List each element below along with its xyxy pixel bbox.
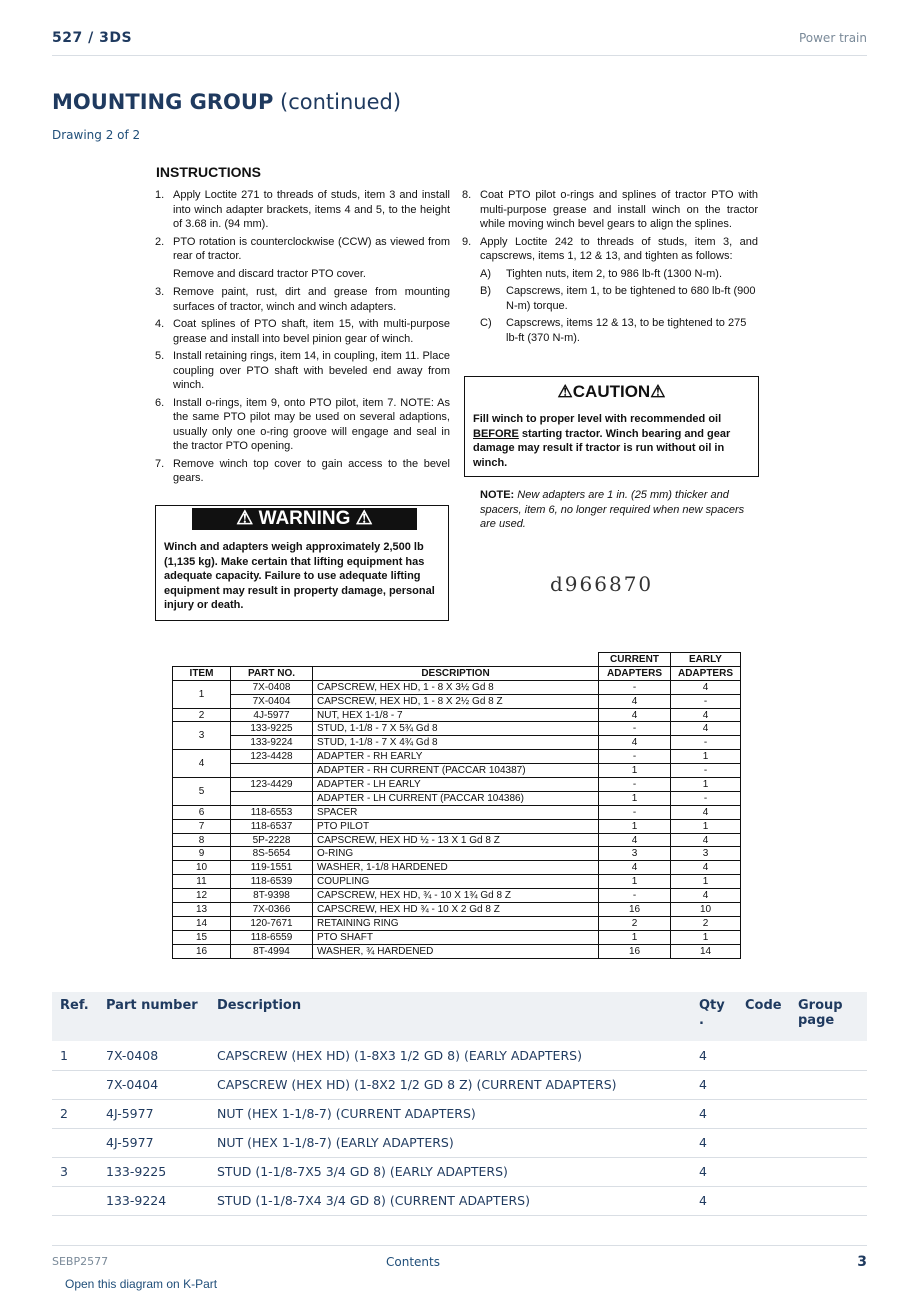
group-page-cell [790, 1157, 867, 1186]
scan-table-row [173, 916, 741, 930]
col-qty [691, 992, 737, 1041]
scan-current-cell: 4 [599, 694, 671, 708]
header-early: EARLY [671, 653, 741, 667]
instruction-subtext: Capscrews, items 12 & 13, to be tightened to 275 lb-ft (370 N-m). [506, 317, 747, 344]
group-page-cell [790, 1070, 867, 1099]
scan-current-cell: - [599, 680, 671, 694]
scan-desc-cell: RETAINING RING [313, 916, 599, 930]
header-description: DESCRIPTION [313, 666, 599, 680]
scan-item-cell: 7 [173, 819, 231, 833]
table-row [52, 1070, 867, 1099]
scan-desc-cell: PTO PILOT [313, 819, 599, 833]
part-number-cell[interactable]: 7X-0404 [98, 1070, 209, 1099]
scan-item-cell: 11 [173, 875, 231, 889]
scan-desc-cell: ADAPTER - RH CURRENT (PACCAR 104387) [313, 764, 599, 778]
scan-table-row [173, 764, 741, 778]
scan-part-cell: 123-4428 [231, 750, 313, 764]
col-page-label: page [798, 1013, 835, 1028]
instruction-number: 2. [155, 235, 165, 248]
model-label: 527 / 3DS [52, 30, 133, 46]
scan-table-row [173, 903, 741, 917]
instruction-item [155, 349, 450, 393]
group-page-cell [790, 1041, 867, 1070]
instruction-item [462, 188, 758, 232]
scan-early-cell: 3 [671, 847, 741, 861]
instruction-subitem [480, 267, 758, 282]
scan-early-cell: 1 [671, 819, 741, 833]
code-cell [737, 1186, 790, 1215]
scan-part-cell: 120-7671 [231, 916, 313, 930]
scan-item-cell: 16 [173, 944, 231, 958]
scan-early-cell: 4 [671, 680, 741, 694]
table-row [52, 1157, 867, 1186]
instruction-item [155, 317, 450, 346]
scan-item-cell: 5 [173, 778, 231, 806]
scan-part-cell: 118-6553 [231, 805, 313, 819]
scan-part-cell: 118-6539 [231, 875, 313, 889]
scan-early-cell: 1 [671, 778, 741, 792]
qty-cell: 4 [691, 1099, 737, 1128]
instruction-subletter: C) [480, 317, 492, 329]
instruction-item [462, 235, 758, 264]
scan-item-cell: 10 [173, 861, 231, 875]
scan-current-cell: 4 [599, 861, 671, 875]
contents-link[interactable]: Contents [386, 1255, 440, 1269]
scan-table-row [173, 875, 741, 889]
scan-table-row [173, 722, 741, 736]
ref-cell [52, 1186, 98, 1215]
scan-desc-cell: PTO SHAFT [313, 930, 599, 944]
scan-current-cell: - [599, 778, 671, 792]
scan-current-cell: 2 [599, 916, 671, 930]
instruction-text: Apply Loctite 242 to threads of studs, item 3, and capscrews, items 1, 12 & 13, and tighten as follows: [480, 235, 758, 262]
instruction-item [155, 457, 450, 486]
scan-table-row [173, 778, 741, 792]
header-item: ITEM [173, 666, 231, 680]
scan-part-cell: 8T-4994 [231, 944, 313, 958]
scan-early-cell: 2 [671, 916, 741, 930]
scan-table-row [173, 708, 741, 722]
scan-item-cell: 9 [173, 847, 231, 861]
part-number-cell[interactable]: 133-9225 [98, 1157, 209, 1186]
col-part-number: Part number [98, 992, 209, 1041]
header-part-no: PART NO. [231, 666, 313, 680]
instruction-subtext: Capscrews, item 1, to be tightened to 680 lb-ft (900 N-m) torque. [506, 285, 756, 312]
instructions-left-column [155, 188, 450, 489]
page-number: 3 [857, 1254, 867, 1270]
instruction-subitem [480, 316, 758, 345]
scan-table-row [173, 805, 741, 819]
scan-part-cell: 118-6537 [231, 819, 313, 833]
page-footer [52, 1245, 867, 1275]
col-code: Code [737, 992, 790, 1041]
col-qty-label: Qty [699, 998, 725, 1013]
warning-banner: ⚠ WARNING ⚠ [192, 508, 417, 530]
scan-desc-cell: CAPSCREW, HEX HD, 1 - 8 X 2½ Gd 8 Z [313, 694, 599, 708]
description-cell: NUT (HEX 1-1/8-7) (EARLY ADAPTERS) [209, 1128, 691, 1157]
scan-part-cell: 123-4429 [231, 778, 313, 792]
scan-desc-cell: CAPSCREW, HEX HD, 1 - 8 X 3½ Gd 8 [313, 680, 599, 694]
qty-cell: 4 [691, 1157, 737, 1186]
code-cell [737, 1041, 790, 1070]
instruction-item [155, 396, 450, 454]
scan-current-cell: - [599, 889, 671, 903]
scan-part-cell: 118-6559 [231, 930, 313, 944]
scan-part-cell: 133-9224 [231, 736, 313, 750]
col-qty-dot: . [699, 1013, 704, 1028]
scan-desc-cell: CAPSCREW, HEX HD ½ - 13 X 1 Gd 8 Z [313, 833, 599, 847]
scan-table-row [173, 680, 741, 694]
scan-current-cell: - [599, 722, 671, 736]
instruction-item [155, 285, 450, 314]
scan-item-cell: 1 [173, 680, 231, 708]
scan-desc-cell: COUPLING [313, 875, 599, 889]
table-row [52, 1099, 867, 1128]
table-row [52, 1186, 867, 1215]
instruction-subletter: B) [480, 285, 491, 297]
instruction-text: PTO rotation is counterclockwise (CCW) as viewed from rear of tractor. [173, 235, 450, 262]
scan-early-cell: 4 [671, 833, 741, 847]
ref-cell: 3 [52, 1157, 98, 1186]
scan-item-cell: 2 [173, 708, 231, 722]
qty-cell: 4 [691, 1186, 737, 1215]
instructions-title: INSTRUCTIONS [156, 164, 261, 180]
drawing-stamp: d966870 [550, 572, 654, 596]
scan-item-cell: 6 [173, 805, 231, 819]
scan-table-row [173, 847, 741, 861]
header-current-adapters: ADAPTERS [599, 666, 671, 680]
scan-part-cell [231, 764, 313, 778]
description-cell: CAPSCREW (HEX HD) (1-8X2 1/2 GD 8 Z) (CURRENT ADAPTERS) [209, 1070, 691, 1099]
scan-desc-cell: ADAPTER - LH CURRENT (PACCAR 104386) [313, 791, 599, 805]
scan-desc-cell: SPACER [313, 805, 599, 819]
scan-current-cell: 1 [599, 764, 671, 778]
scan-early-cell: 1 [671, 875, 741, 889]
scan-desc-cell: STUD, 1-1/8 - 7 X 5¾ Gd 8 [313, 722, 599, 736]
part-number-cell[interactable]: 4J-5977 [98, 1128, 209, 1157]
instruction-number: 4. [155, 318, 165, 330]
scan-early-cell: 1 [671, 930, 741, 944]
col-ref: Ref. [52, 992, 98, 1041]
scan-item-cell: 4 [173, 750, 231, 778]
instruction-number: 9. [462, 235, 472, 248]
instruction-subitem [480, 284, 758, 313]
ref-cell [52, 1070, 98, 1099]
instructions-right-column [462, 188, 758, 348]
scan-table-row [173, 694, 741, 708]
scan-desc-cell: STUD, 1-1/8 - 7 X 4¾ Gd 8 [313, 736, 599, 750]
parts-table [52, 992, 867, 1216]
scan-item-cell: 3 [173, 722, 231, 750]
scan-item-cell: 15 [173, 930, 231, 944]
scan-item-cell: 12 [173, 889, 231, 903]
scan-current-cell: 1 [599, 875, 671, 889]
caution-text [473, 412, 753, 470]
warning-text: Winch and adapters weigh approximately 2,500 lb (1,135 kg). Make certain that lifting equipment has adequate capacity. Failure to use adequate lifting equipment may result in property damage, personal injury or death. [164, 541, 435, 611]
part-number-cell[interactable]: 133-9224 [98, 1186, 209, 1215]
scan-current-cell: 1 [599, 819, 671, 833]
scan-current-cell: 1 [599, 930, 671, 944]
col-description: Description [209, 992, 691, 1041]
scan-table-row [173, 930, 741, 944]
caution-text-pre: Fill winch to proper level with recommended oil [473, 413, 722, 425]
scan-desc-cell: ADAPTER - LH EARLY [313, 778, 599, 792]
scan-desc-cell: NUT, HEX 1-1/8 - 7 [313, 708, 599, 722]
col-group-label: Group [798, 998, 843, 1013]
document-id: SEBP2577 [52, 1255, 109, 1268]
instruction-number: 6. [155, 396, 165, 409]
scan-part-cell: 133-9225 [231, 722, 313, 736]
note-label: NOTE: [480, 489, 515, 501]
page-title [52, 90, 401, 114]
scan-desc-cell: CAPSCREW, HEX HD, ¾ - 10 X 1¾ Gd 8 Z [313, 889, 599, 903]
part-number-cell[interactable]: 4J-5977 [98, 1099, 209, 1128]
scan-desc-cell: O-RING [313, 847, 599, 861]
ref-cell [52, 1128, 98, 1157]
scan-part-cell: 119-1551 [231, 861, 313, 875]
scan-part-cell [231, 791, 313, 805]
instruction-text: Install retaining rings, item 14, in coupling, item 11. Place coupling over PTO shaft with beveled end away from winch. [173, 350, 450, 391]
scan-early-cell: - [671, 791, 741, 805]
scan-current-cell: 4 [599, 708, 671, 722]
code-cell [737, 1128, 790, 1157]
table-row [52, 1041, 867, 1070]
scan-table-row [173, 791, 741, 805]
group-page-cell [790, 1128, 867, 1157]
scan-early-cell: 14 [671, 944, 741, 958]
title-suffix: (continued) [280, 90, 402, 114]
header-current: CURRENT [599, 653, 671, 667]
scan-early-cell: 4 [671, 889, 741, 903]
scan-early-cell: - [671, 764, 741, 778]
part-number-cell[interactable]: 7X-0408 [98, 1041, 209, 1070]
description-cell: CAPSCREW (HEX HD) (1-8X3 1/2 GD 8) (EARLY ADAPTERS) [209, 1041, 691, 1070]
header-early-adapters: ADAPTERS [671, 666, 741, 680]
scan-early-cell: 1 [671, 750, 741, 764]
scan-part-cell: 5P-2228 [231, 833, 313, 847]
page-header [52, 28, 867, 56]
scan-part-cell: 4J-5977 [231, 708, 313, 722]
scan-item-cell: 14 [173, 916, 231, 930]
instruction-text: Coat splines of PTO shaft, item 15, with multi-purpose grease and install into bevel pinion gear of winch. [173, 318, 450, 345]
instruction-subletter: A) [480, 267, 491, 280]
instruction-number: 5. [155, 350, 165, 362]
instruction-item [155, 188, 450, 232]
scan-table-row [173, 861, 741, 875]
group-page-cell [790, 1099, 867, 1128]
section-label: Power train [798, 31, 867, 45]
caution-banner: ⚠CAUTION⚠ [557, 382, 666, 401]
scan-table-row [173, 819, 741, 833]
scan-desc-cell: WASHER, 1-1/8 HARDENED [313, 861, 599, 875]
scan-table-row [173, 889, 741, 903]
scan-part-cell: 8S-5654 [231, 847, 313, 861]
scan-desc-cell: ADAPTER - RH EARLY [313, 750, 599, 764]
qty-cell: 4 [691, 1128, 737, 1157]
code-cell [737, 1070, 790, 1099]
scan-current-cell: 16 [599, 944, 671, 958]
description-cell: STUD (1-1/8-7X5 3/4 GD 8) (EARLY ADAPTERS) [209, 1157, 691, 1186]
code-cell [737, 1099, 790, 1128]
description-cell: NUT (HEX 1-1/8-7) (CURRENT ADAPTERS) [209, 1099, 691, 1128]
instruction-text: Coat PTO pilot o-rings and splines of tractor PTO with multi-purpose grease and install winch on the tractor while moving winch bevel gears to align the splines. [480, 189, 758, 230]
qty-cell: 4 [691, 1070, 737, 1099]
scan-part-cell: 7X-0408 [231, 680, 313, 694]
instruction-text: Apply Loctite 271 to threads of studs, item 3 and install into winch adapter brackets, items 4 and 5, to the height of 3.68 in. (94 mm). [173, 189, 450, 230]
drawing-subtitle: Drawing 2 of 2 [52, 128, 141, 142]
scan-desc-cell: CAPSCREW, HEX HD ¾ - 10 X 2 Gd 8 Z [313, 903, 599, 917]
scan-desc-cell: WASHER, ¾ HARDENED [313, 944, 599, 958]
scan-current-cell: - [599, 750, 671, 764]
qty-cell: 4 [691, 1041, 737, 1070]
scan-part-cell: 7X-0366 [231, 903, 313, 917]
scan-current-cell: 3 [599, 847, 671, 861]
kpart-link[interactable]: Open this diagram on K-Part [65, 1277, 218, 1291]
instruction-number: 8. [462, 189, 472, 201]
description-cell: STUD (1-1/8-7X4 3/4 GD 8) (CURRENT ADAPTERS) [209, 1186, 691, 1215]
scan-table-row [173, 736, 741, 750]
scan-table-row [173, 944, 741, 958]
scanned-drawing [150, 160, 770, 965]
scan-early-cell: 4 [671, 861, 741, 875]
scan-early-cell: - [671, 694, 741, 708]
instruction-text: Remove paint, rust, dirt and grease from mounting surfaces of tractor, winch and winch adapters. [173, 286, 450, 313]
table-row [52, 1128, 867, 1157]
instruction-subtext: Tighten nuts, item 2, to 986 lb-ft (1300 N-m). [506, 267, 723, 280]
ref-cell: 1 [52, 1041, 98, 1070]
scan-current-cell: - [599, 805, 671, 819]
scan-item-cell: 8 [173, 833, 231, 847]
scan-table-row [173, 833, 741, 847]
scan-current-cell: 1 [599, 791, 671, 805]
instruction-item: Remove and discard tractor PTO cover. [173, 267, 366, 280]
caution-box [464, 376, 759, 477]
scan-early-cell: 10 [671, 903, 741, 917]
scan-part-cell: 8T-9398 [231, 889, 313, 903]
scanned-parts-table [172, 652, 741, 959]
title-main: MOUNTING GROUP [52, 90, 274, 114]
scan-early-cell: 4 [671, 708, 741, 722]
note-text [480, 488, 762, 532]
scan-item-cell: 13 [173, 903, 231, 917]
note-body: New adapters are 1 in. (25 mm) thicker and spacers, item 6, no longer required when new spacers are used. [480, 489, 745, 530]
scan-current-cell: 4 [599, 736, 671, 750]
scan-early-cell: 4 [671, 722, 741, 736]
scan-current-cell: 4 [599, 833, 671, 847]
scan-early-cell: - [671, 736, 741, 750]
group-page-cell [790, 1186, 867, 1215]
instruction-number: 3. [155, 286, 165, 298]
ref-cell: 2 [52, 1099, 98, 1128]
scan-part-cell: 7X-0404 [231, 694, 313, 708]
caution-text-post: starting tractor. Winch bearing and gear damage may result if tractor is run without oil in winch. [473, 427, 731, 469]
caution-text-emphasis: BEFORE [473, 427, 519, 440]
scan-table-row [173, 750, 741, 764]
scan-early-cell: 4 [671, 805, 741, 819]
code-cell [737, 1157, 790, 1186]
scan-current-cell: 16 [599, 903, 671, 917]
warning-box [155, 505, 449, 621]
instruction-item [155, 235, 450, 264]
instruction-text: Install o-rings, item 9, onto PTO pilot, item 7. NOTE: As the same PTO pilot may be used on several adaptions, usually only one o-ring groove will engage and seal in the tractor PTO opening. [173, 396, 450, 452]
instruction-number: 7. [155, 457, 165, 470]
col-group-page [790, 992, 867, 1041]
instruction-number: 1. [155, 189, 165, 201]
instruction-text: Remove winch top cover to gain access to the bevel gears. [173, 457, 450, 484]
